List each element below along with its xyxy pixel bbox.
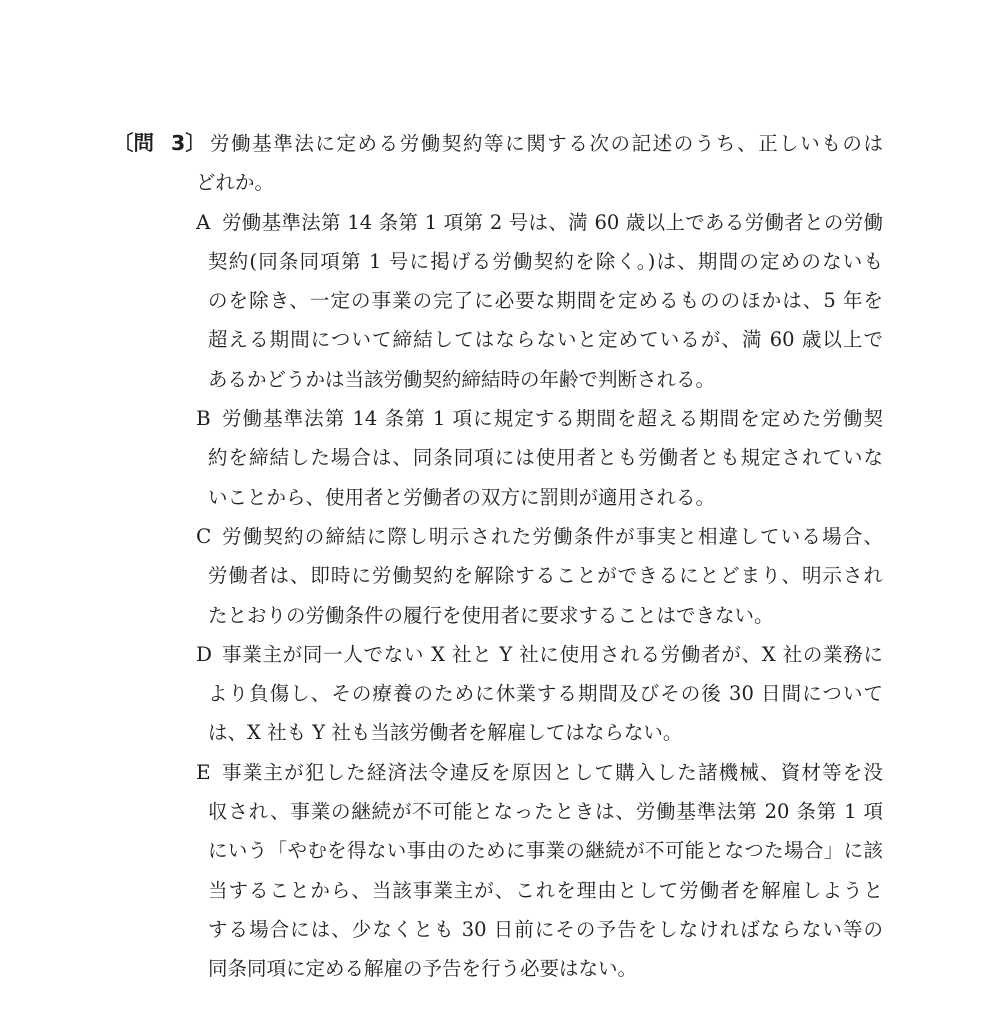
option-e bbox=[196, 753, 883, 989]
question-label-bracket: 〔問 bbox=[113, 131, 154, 155]
option-d-letter: D bbox=[196, 641, 213, 666]
option-d-line-1: 事業主が同一人でない X 社と Y 社に使用される労働者が、X 社の業務に bbox=[222, 642, 883, 666]
question-heading-line-2: どれか。 bbox=[196, 171, 275, 195]
option-a-line-3: のを除き、一定の事業の完了に必要な期間を定めるもののほかは、5 年を bbox=[208, 289, 883, 313]
question-block bbox=[113, 124, 883, 203]
option-e-line-2: 収され、事業の継続が不可能となったときは、労働基準法第 20 条第 1 項 bbox=[208, 800, 883, 824]
option-e-line-6: 同条同項に定める解雇の予告を行う必要はない。 bbox=[208, 957, 638, 981]
option-c-line-3: たとおりの労働条件の履行を使用者に要求することはできない。 bbox=[208, 603, 774, 627]
option-d-line-3: は、X 社も Y 社も当該労働者を解雇してはならない。 bbox=[208, 721, 683, 745]
option-b-line-2: 約を締結した場合は、同条同項には使用者とも労働者とも規定されていな bbox=[208, 446, 883, 470]
option-b-letter: B bbox=[196, 406, 211, 431]
option-b-line-3: いことから、使用者と労働者の双方に罰則が適用される。 bbox=[208, 485, 716, 509]
option-c bbox=[196, 517, 883, 635]
option-c-letter: C bbox=[196, 523, 212, 548]
option-e-line-5: する場合には、少なくとも 30 日前にその予告をしなければならない等の bbox=[208, 917, 883, 941]
option-a-line-1: 労働基準法第 14 条第 1 項第 2 号は、満 60 歳以上である労働者との労働 bbox=[222, 210, 883, 234]
option-c-line-2: 労働者は、即時に労働契約を解除することができるにとどまり、明示され bbox=[208, 564, 883, 588]
option-a bbox=[196, 203, 883, 399]
question-label bbox=[113, 124, 206, 163]
option-d bbox=[196, 635, 883, 753]
option-a-line-5: あるかどうかは当該労働契約締結時の年齢で判断される。 bbox=[208, 367, 716, 391]
option-e-line-3: にいう「やむを得ない事由のために事業の継続が不可能となつた場合」に該 bbox=[208, 839, 883, 863]
option-d-line-2: より負傷し、その療養のために休業する期間及びその後 30 日間について bbox=[208, 682, 883, 706]
option-b-line-1: 労働基準法第 14 条第 1 項に規定する期間を超える期間を定めた労働契 bbox=[222, 407, 883, 431]
option-e-line-1: 事業主が犯した経済法令違反を原因として購入した諸機械、資材等を没 bbox=[222, 760, 883, 784]
question-number: 3〕 bbox=[171, 131, 206, 155]
option-a-line-4: 超える期間について締結してはならないと定めているが、満 60 歳以上で bbox=[208, 328, 883, 352]
question-heading-line-1: 労働基準法に定める労働契約等に関する次の記述のうち、正しいものは bbox=[210, 132, 883, 155]
option-a-letter: A bbox=[196, 209, 211, 234]
option-b bbox=[196, 399, 883, 517]
option-a-line-2: 契約(同条同項第 1 号に掲げる労働契約を除く。)は、期間の定めのないも bbox=[208, 249, 883, 273]
option-e-letter: E bbox=[196, 759, 211, 784]
option-c-line-1: 労働契約の締結に際し明示された労働条件が事実と相違している場合、 bbox=[222, 524, 883, 548]
option-e-line-4: 当することから、当該事業主が、これを理由として労働者を解雇しようと bbox=[208, 878, 883, 902]
